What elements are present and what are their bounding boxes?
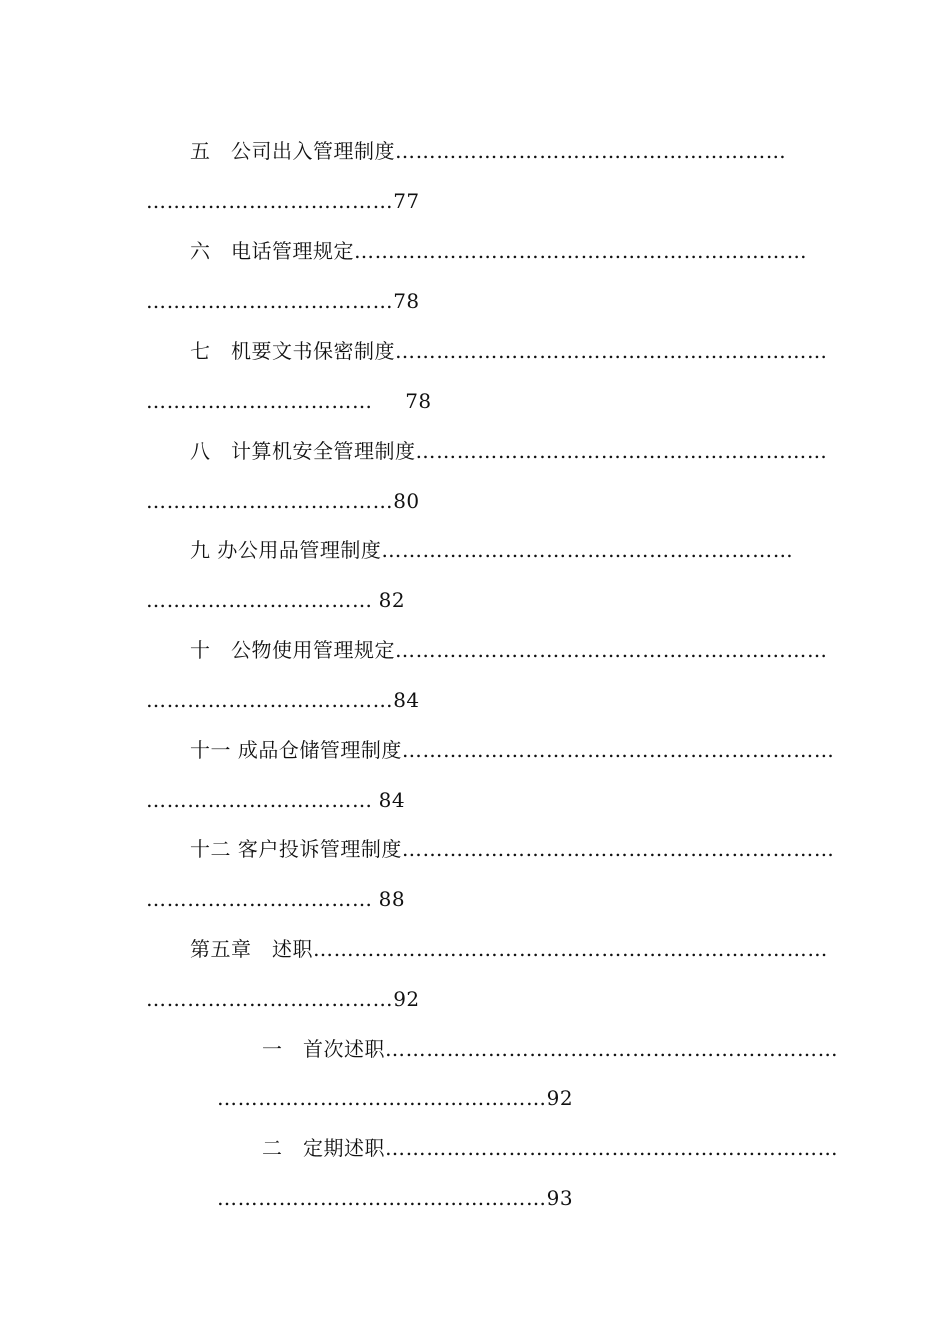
leader-dots: ………………………………………… bbox=[217, 1086, 547, 1110]
toc-entry-continuation bbox=[146, 389, 432, 413]
toc-entry-label: 十二 客户投诉管理制度 bbox=[190, 837, 402, 861]
toc-entry-continuation bbox=[217, 1186, 573, 1210]
toc-entry-continuation bbox=[146, 688, 420, 712]
toc-entry-title bbox=[190, 538, 793, 562]
toc-page-number: 84 bbox=[378, 788, 406, 812]
leader-dots: ……………………………… bbox=[146, 987, 394, 1011]
toc-entry-label: 一 首次述职 bbox=[262, 1037, 385, 1061]
toc-entry-continuation bbox=[217, 1086, 573, 1110]
leader-dots: ………………………………………………………… bbox=[385, 1136, 839, 1160]
toc-entry-continuation bbox=[146, 788, 405, 812]
toc-entry-continuation bbox=[146, 289, 420, 313]
toc-entry-continuation bbox=[146, 489, 420, 513]
toc-entry-title bbox=[190, 239, 807, 263]
toc-entry-continuation bbox=[146, 987, 420, 1011]
toc-page-number: 80 bbox=[393, 489, 420, 513]
toc-entry-continuation bbox=[146, 588, 405, 612]
toc-entry-title bbox=[190, 139, 786, 163]
toc-entry-label: 五 公司出入管理制度 bbox=[190, 139, 395, 163]
leader-dots: …………………………… bbox=[146, 389, 394, 413]
toc-page-number: 88 bbox=[378, 887, 406, 911]
leader-dots: …………………………………………………… bbox=[381, 538, 794, 562]
toc-entry-label: 十一 成品仓储管理制度 bbox=[190, 738, 402, 762]
toc-page-number: 78 bbox=[393, 289, 420, 313]
leader-dots: …………………………… bbox=[146, 887, 373, 911]
leader-dots: …………………………… bbox=[146, 788, 373, 812]
leader-dots: ……………………………………………………… bbox=[395, 339, 828, 363]
toc-entry-title bbox=[190, 738, 834, 762]
leader-dots: ………………………………………………………… bbox=[385, 1037, 839, 1061]
leader-dots: ……………………………… bbox=[146, 688, 394, 712]
leader-dots: ………………………………………………………………… bbox=[313, 937, 828, 961]
toc-entry-label: 十 公物使用管理规定 bbox=[190, 638, 395, 662]
leader-dots: ………………………………………… bbox=[217, 1186, 547, 1210]
toc-chapter-title bbox=[190, 937, 828, 961]
leader-dots: ……………………………………………………… bbox=[401, 837, 835, 861]
leader-dots: ……………………………… bbox=[146, 189, 394, 213]
toc-entry-label: 六 电话管理规定 bbox=[190, 239, 354, 263]
leader-dots: ……………………………………………………… bbox=[395, 638, 828, 662]
toc-page-number: 77 bbox=[393, 189, 420, 213]
toc-page-number: 78 bbox=[405, 389, 432, 413]
leader-dots: ………………………………………………… bbox=[395, 139, 787, 163]
toc-entry-label: 二 定期述职 bbox=[262, 1136, 385, 1160]
toc-page-number: 82 bbox=[378, 588, 406, 612]
toc-entry-title bbox=[190, 837, 834, 861]
toc-subentry-title bbox=[262, 1136, 838, 1160]
leader-dots: ………………………………………………………… bbox=[354, 239, 808, 263]
toc-page-number: 92 bbox=[546, 1086, 574, 1110]
toc-entry-label: 九 办公用品管理制度 bbox=[190, 538, 382, 562]
toc-entry-title bbox=[190, 638, 828, 662]
leader-dots: …………………………… bbox=[146, 588, 373, 612]
toc-subentry-title bbox=[262, 1037, 838, 1061]
toc-entry-continuation bbox=[146, 189, 420, 213]
leader-dots: ……………………………………………………… bbox=[401, 738, 835, 762]
toc-entry-title bbox=[190, 339, 828, 363]
toc-entry-label: 八 计算机安全管理制度 bbox=[190, 439, 416, 463]
toc-entry-label: 第五章 述职 bbox=[190, 937, 313, 961]
toc-entry-label: 七 机要文书保密制度 bbox=[190, 339, 395, 363]
toc-page-number: 93 bbox=[546, 1186, 574, 1210]
leader-dots: ……………………………… bbox=[146, 289, 394, 313]
toc-page-number: 84 bbox=[393, 688, 420, 712]
leader-dots: …………………………………………………… bbox=[415, 439, 828, 463]
toc-entry-title bbox=[190, 439, 828, 463]
leader-dots: ……………………………… bbox=[146, 489, 394, 513]
toc-page-number: 92 bbox=[393, 987, 420, 1011]
toc-entry-continuation bbox=[146, 887, 405, 911]
